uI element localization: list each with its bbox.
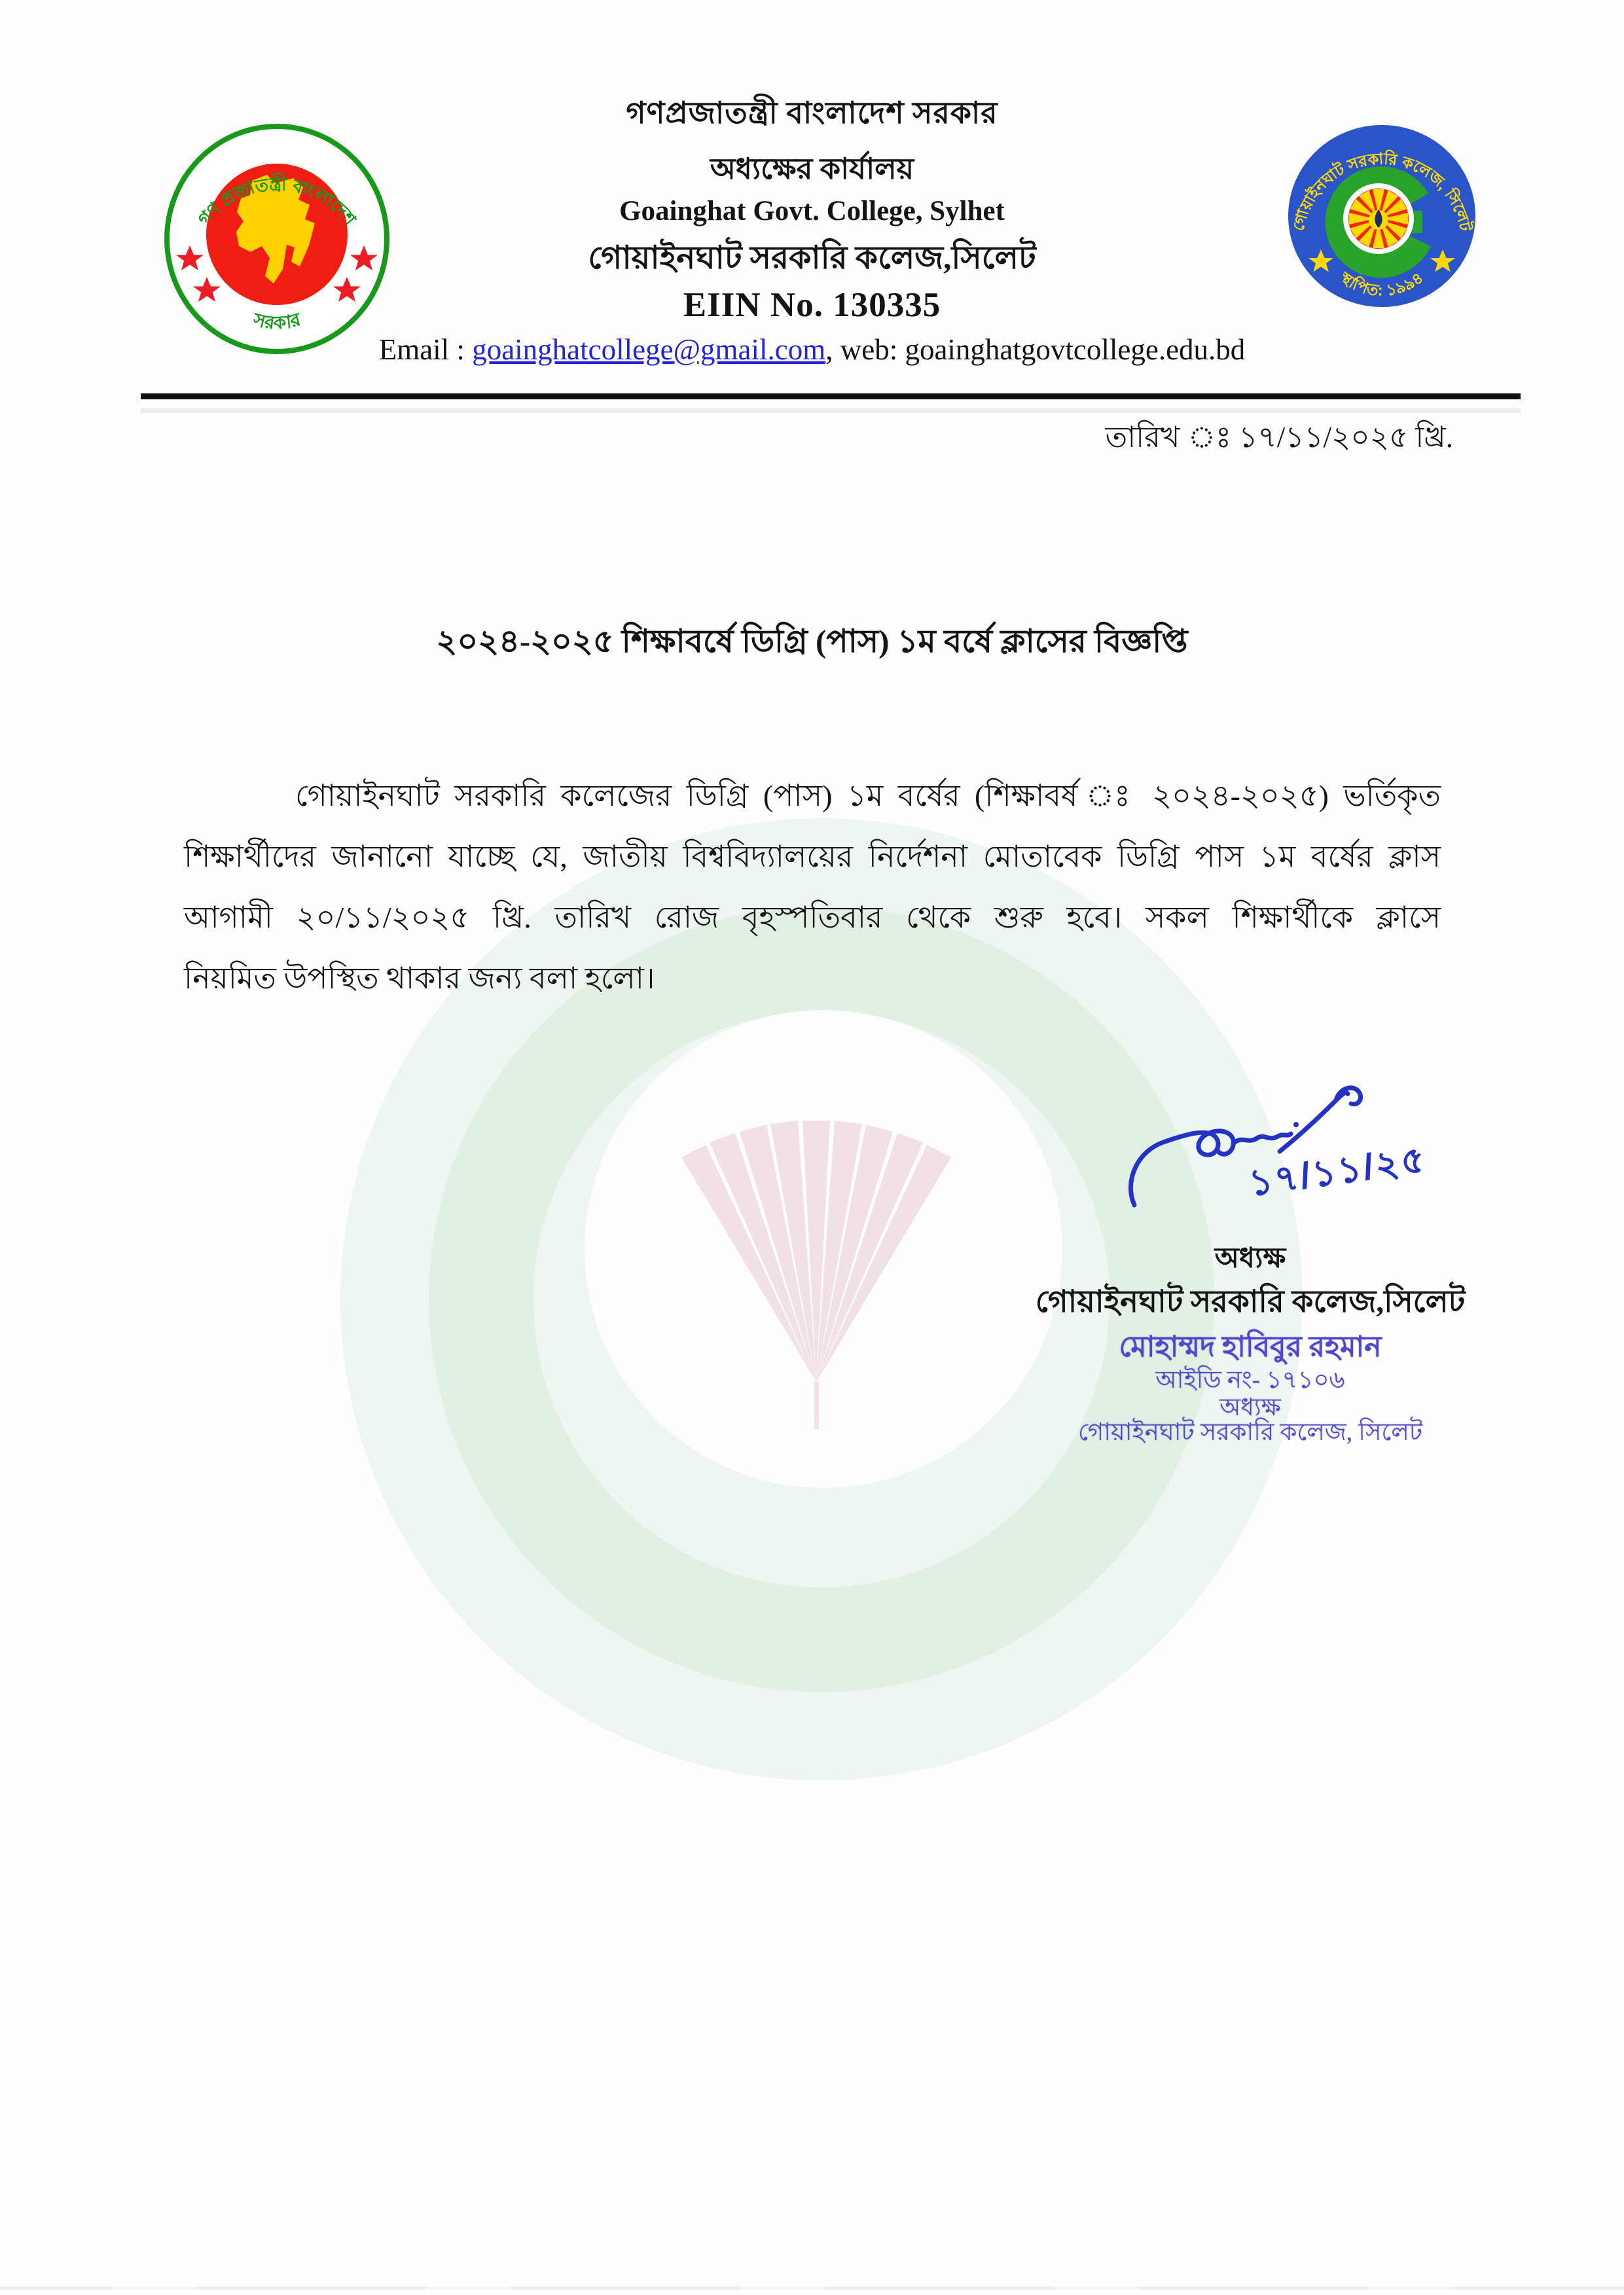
- signature: [1123, 1083, 1476, 1240]
- seal-arc-top-text: গণ প্রজাতন্ত্রী বাংলাদেশ: [194, 174, 360, 229]
- college-name-bengali: গোয়াইনঘাট সরকারি কলেজ,সিলেট: [588, 240, 1036, 276]
- stamp-name: মোহাম্মদ হাবিবুর রহমান: [1119, 1331, 1382, 1363]
- signature-date-handwritten: ১৭/১১/২৫: [1246, 1138, 1430, 1204]
- email-label: Email :: [378, 333, 473, 366]
- header-divider: [141, 393, 1521, 399]
- signature-pen-dot: [1293, 1122, 1299, 1127]
- header-divider-shadow: [141, 408, 1521, 413]
- body-line: নিয়মিত উপস্থিত থাকার জন্য বলা হলো।: [184, 962, 655, 995]
- contact-line: [0, 333, 1624, 367]
- notice-title: ২০২৪-২০২৫ শিক্ষাবর্ষে ডিগ্রি (পাস) ১ম বর্ষে ক্লাসের বিজ্ঞপ্তি: [436, 623, 1188, 659]
- body-line: শিক্ষার্থীদের জানানো যাচ্ছে যে, জাতীয় বিশ্ববিদ্যালয়ের নির্দেশনা মোতাবেক ডিগ্রি পাস ১ম বর্ষের ক্লাস: [184, 840, 1441, 873]
- signatory-organization: গোয়াইনঘাট সরকারি কলেজ,সিলেট: [1035, 1285, 1466, 1319]
- issue-date: তারিখ ঃ ১৭/১১/২০২৫ খ্রি.: [1105, 421, 1453, 454]
- web-address: , web: goainghatgovtcollege.edu.bd: [825, 333, 1246, 366]
- seal-arc-bottom-text: সরকার: [251, 309, 303, 334]
- signatory-designation: অধ্যক্ষ: [1214, 1243, 1286, 1274]
- stamp-designation: অধ্যক্ষ: [1219, 1394, 1281, 1421]
- office-line: অধ্যক্ষের কার্যালয়: [710, 153, 914, 185]
- body-line: গোয়াইনঘাট সরকারি কলেজের ডিগ্রি (পাস) ১ম বর্ষের (শিক্ষাবর্ষ ঃ ২০২৪-২০২৫) ভর্তিকৃত: [295, 779, 1441, 812]
- email-link[interactable]: goainghatcollege@gmail.com: [472, 333, 826, 366]
- government-line: গণপ্রজাতন্ত্রী বাংলাদেশ সরকার: [626, 96, 998, 130]
- college-name-english: Goainghat Govt. College, Sylhet: [619, 196, 1005, 226]
- notice-body: [184, 774, 1441, 1017]
- stamp-id-number: আইডি নং- ১৭১০৬: [1155, 1367, 1345, 1394]
- scanner-edge-artifact: [0, 2286, 1624, 2290]
- college-logo-arc-bottom-text: স্থাপিত: ১৯৯৪: [1337, 268, 1427, 300]
- stamp-organization: গোয়াইনঘাট সরকারি কলেজ, সিলেট: [1078, 1419, 1422, 1446]
- eiin-number: EIIN No. 130335: [683, 286, 941, 324]
- body-line: আগামী ২০/১১/২০২৫ খ্রি. তারিখ রোজ বৃহস্পতিবার থেকে শুরু হবে। সকল শিক্ষার্থীকে ক্লাসে: [184, 901, 1441, 934]
- watermark-inner-disc: [585, 1010, 1062, 1488]
- college-logo-arc-top-text: গোয়াইনঘাট সরকারি কলেজ, সিলেট: [1290, 150, 1474, 233]
